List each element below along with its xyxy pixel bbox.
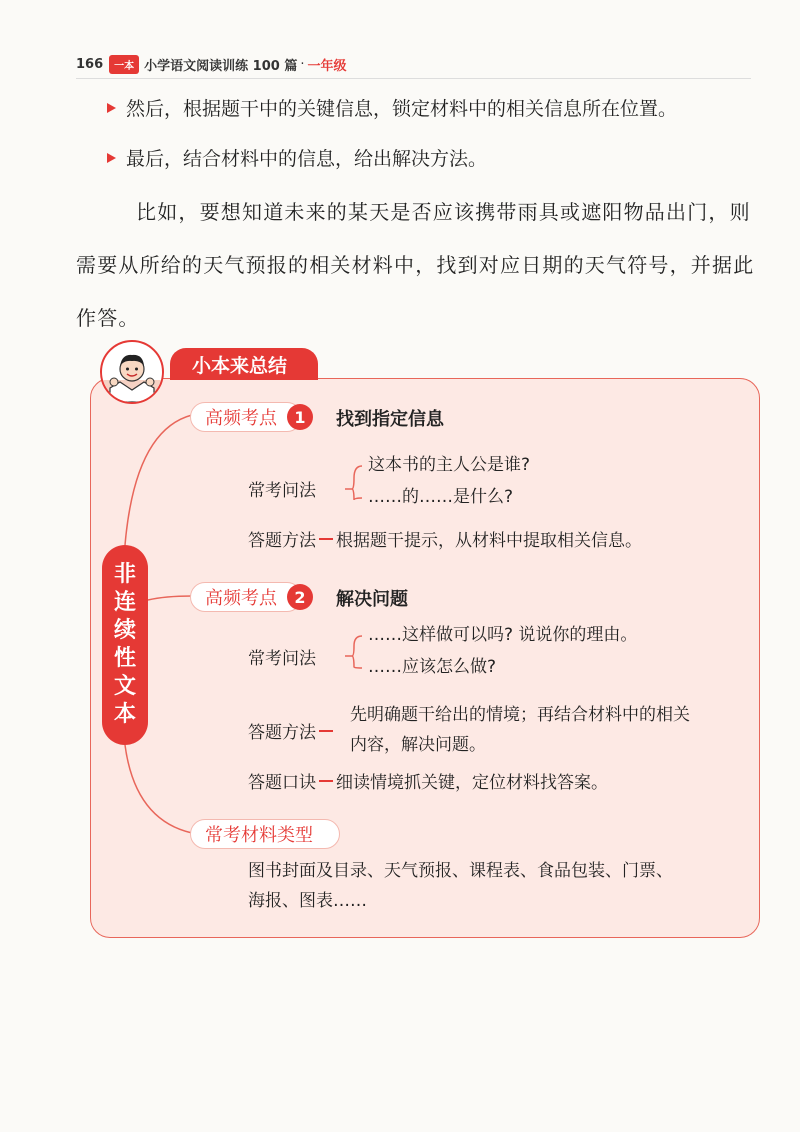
method-text: 先明确题干给出的情境；再结合材料中的相关 [350,705,690,725]
page-number: 166 [76,56,104,72]
method-label: 答题方法 [248,531,316,551]
method-label-row [248,718,336,743]
bracket-line [352,489,362,500]
branch-line-3 [125,745,192,833]
number-flame-icon: 1 [287,404,313,430]
materials-text: 海报、图表…… [248,891,367,911]
dash-connector [319,730,333,732]
materials-text: 图书封面及目录、天气预报、课程表、食品包装、门票、 [248,861,673,881]
bullet-text: 最后，结合材料中的信息，给出解决方法。 [126,148,488,170]
bracket-line [345,636,362,656]
brand-badge: 一本 [109,55,139,74]
bullet-text: 然后，根据题干中的关键信息，锁定材料中的相关信息所在位置。 [126,98,678,120]
point-topic: 找到指定信息 [336,409,444,430]
dash-connector [319,780,333,782]
method-text: 根据题干提示，从材料中提取相关信息。 [336,531,642,551]
tip-row [248,768,608,793]
question-item: 这本书的主人公是谁? [368,455,531,475]
tip-label: 答题口诀 [248,773,316,793]
title-separator: · [300,56,305,72]
key-point-pill: 高频考点 [190,402,302,432]
method-row [248,526,642,551]
question-label: 常考问法 [248,649,316,669]
method-text: 内容，解决问题。 [350,735,486,755]
example-paragraph: 比如，要想知道未来的某天是否应该携带雨具或遮阳物品出门，则需要从所给的天气预报的相关材料中，找到对应日期的天气符号，并据此作答。 [76,200,755,330]
question-item: ……的……是什么? [368,487,514,507]
materials-pill: 常考材料类型 [190,819,340,849]
key-point-pill: 高频考点 [190,582,302,612]
question-item: ……应该怎么做? [368,657,497,677]
point-topic: 解决问题 [336,589,408,610]
question-label: 常考问法 [248,481,316,501]
summary-title: 小本来总结 [192,354,288,377]
question-item: ……这样做可以吗? 说说你的理由。 [368,625,638,645]
dash-connector [319,538,333,540]
method-label: 答题方法 [248,723,316,743]
category-vertical-label: 非 连 续 性 文 本 [102,545,148,745]
bracket-line [345,466,362,489]
book-title: 小学语文阅读训练 100 篇 [144,58,298,74]
branch-line-1 [125,415,192,545]
bracket-line [352,656,362,668]
grade-label: 一年级 [307,58,347,74]
number-flame-icon: 2 [287,584,313,610]
tip-text: 细读情境抓关键，定位材料找答案。 [336,773,608,793]
branch-line-2 [148,596,192,600]
